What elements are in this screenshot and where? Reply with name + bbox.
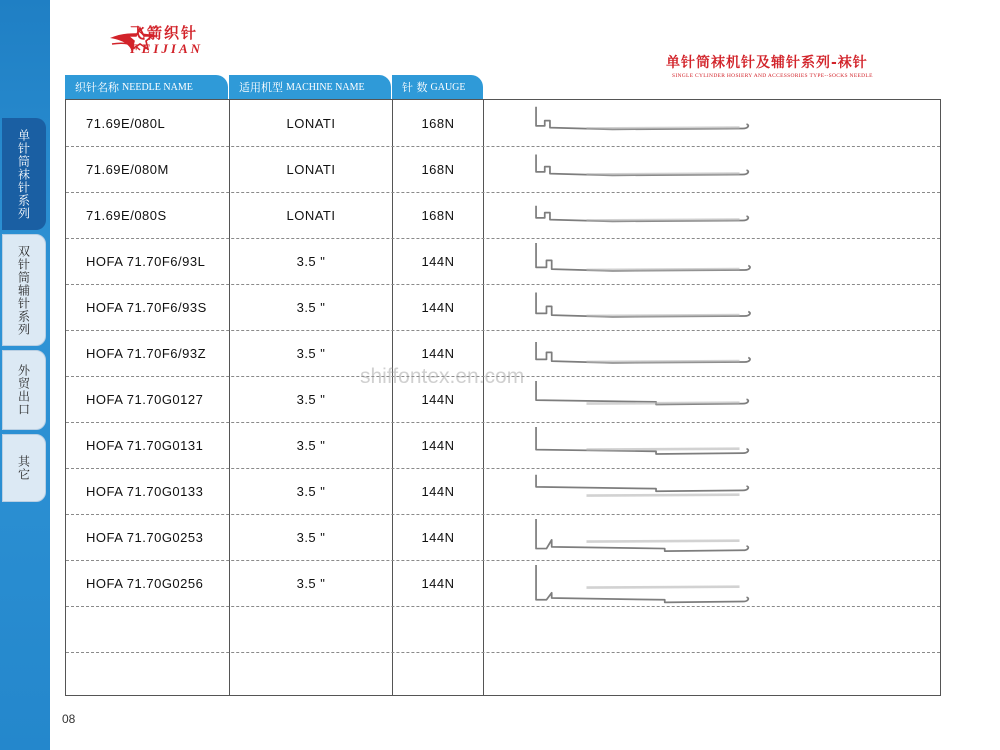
needle-drawing-icon [518,151,768,191]
row-divider [66,468,940,469]
cell-needle-name: HOFA 71.70F6/93Z [86,346,207,361]
column-header-gauge [392,75,483,99]
row-divider [66,422,940,423]
cell-machine-name: LONATI [286,208,336,223]
cell-needle-name: HOFA 71.70G0131 [86,438,204,453]
needle-drawing-icon [518,335,768,375]
cell-machine-name: 3.5 " [296,484,326,499]
cell-needle-name: 71.69E/080M [86,162,169,177]
cell-needle-name: HOFA 71.70F6/93L [86,254,206,269]
cell-machine-name: 3.5 " [296,392,326,407]
brand-name-en: FEIJIAN [130,41,204,56]
page-subtitle: SINGLE CYLINDER HOSIERY AND ACCESSORIES TYPE--SOCKS NEEDLE [672,73,873,79]
brand-name-cn: 飞箭织针 [130,24,199,42]
column-header-en: MACHINE NAME [286,81,365,93]
column-header-cn: 适用机型 [239,81,283,94]
column-header-cn: 针 数 [402,81,428,94]
column-header-needle-name [65,75,228,99]
sidebar-tab-double-cylinder[interactable]: 双针筒辅针系列 [2,234,46,346]
needle-drawing-icon [518,473,768,513]
cell-needle-name: HOFA 71.70G0253 [86,530,204,545]
row-divider [66,192,940,193]
cell-needle-name: HOFA 71.70G0256 [86,576,204,591]
row-divider [66,146,940,147]
row-divider [66,560,940,561]
row-divider [66,606,940,607]
needle-drawing-icon [518,105,768,145]
cell-needle-name: HOFA 71.70F6/93S [86,300,207,315]
sidebar-tab-export[interactable]: 外贸出口 [2,350,46,430]
cell-gauge: 144N [421,438,455,453]
row-divider [66,238,940,239]
cell-gauge: 144N [421,484,455,499]
cell-machine-name: 3.5 " [296,438,326,453]
cell-gauge: 144N [421,392,455,407]
cell-machine-name: 3.5 " [296,530,326,545]
row-divider [66,330,940,331]
cell-needle-name: 71.69E/080S [86,208,167,223]
needle-drawing-icon [518,289,768,329]
cell-needle-name: HOFA 71.70G0133 [86,484,204,499]
cell-gauge: 144N [421,576,455,591]
column-header-cn: 织针名称 [75,81,119,94]
column-header-en: GAUGE [430,81,466,93]
sidebar-tab-other[interactable]: 其它 [2,434,46,502]
needle-table [65,99,941,696]
cell-machine-name: 3.5 " [296,254,326,269]
cell-gauge: 144N [421,530,455,545]
cell-machine-name: 3.5 " [296,300,326,315]
cell-gauge: 168N [421,162,455,177]
row-divider [66,514,940,515]
cell-machine-name: LONATI [286,116,336,131]
cell-gauge: 144N [421,254,455,269]
column-header-machine-name [229,75,391,99]
cell-gauge: 168N [421,116,455,131]
cell-machine-name: LONATI [286,162,336,177]
sidebar-tab-single-cylinder[interactable]: 单针筒袜针系列 [2,118,46,230]
cell-needle-name: HOFA 71.70G0127 [86,392,204,407]
needle-drawing-icon [518,565,768,605]
cell-machine-name: 3.5 " [296,346,326,361]
page-number: 08 [62,712,76,726]
row-divider [66,284,940,285]
row-divider [66,652,940,653]
column-header-en: NEEDLE NAME [122,81,193,93]
cell-needle-name: 71.69E/080L [86,116,166,131]
watermark: shiffontex.en.com [360,365,525,388]
cell-machine-name: 3.5 " [296,576,326,591]
cell-gauge: 144N [421,300,455,315]
needle-drawing-icon [518,197,768,237]
needle-drawing-icon [518,519,768,559]
cell-gauge: 144N [421,346,455,361]
needle-drawing-icon [518,243,768,283]
needle-drawing-icon [518,381,768,421]
needle-drawing-icon [518,427,768,467]
sidebar [0,0,50,750]
page-title: 单针筒袜机针及辅针系列-袜针 [666,55,868,71]
cell-gauge: 168N [421,208,455,223]
